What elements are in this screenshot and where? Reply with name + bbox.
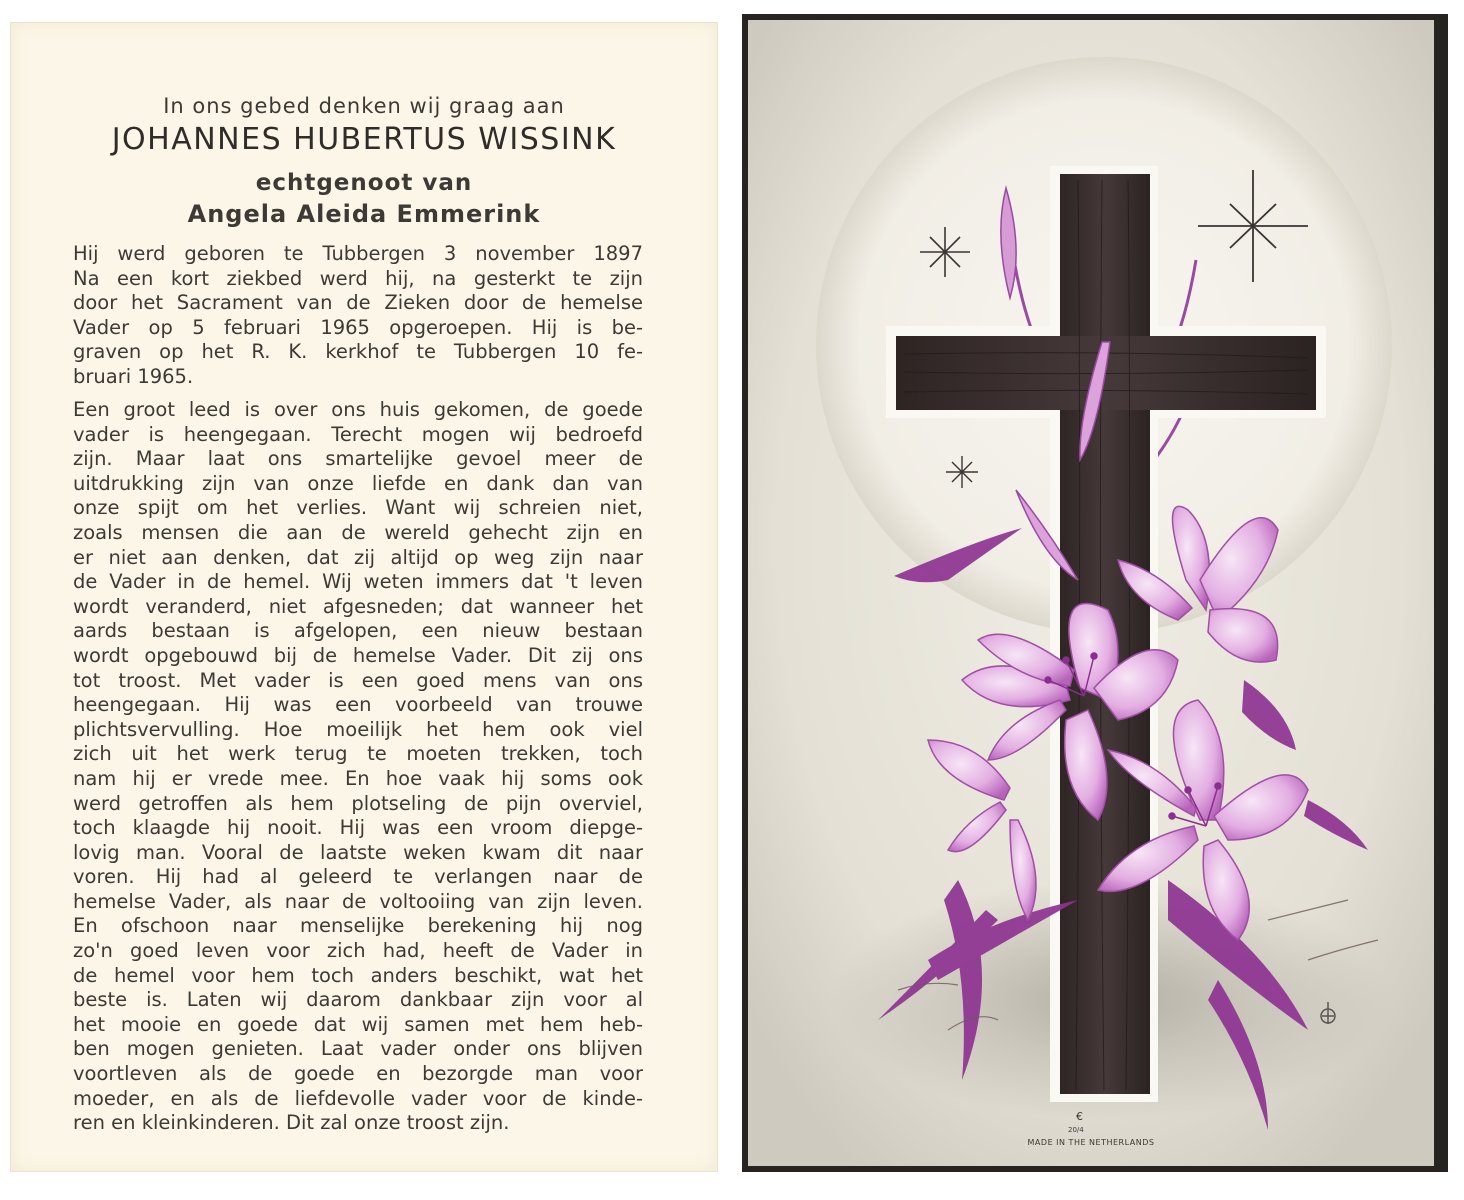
text-line: zoals mensen die aan de wereld gehecht zijn en — [73, 520, 643, 544]
biography-paragraph — [73, 242, 643, 390]
text-line: wordt veranderd, niet afgesneden; dat wanneer het — [73, 594, 643, 618]
text-line: uitdrukking zijn van onze liefde en dank dan van — [73, 471, 643, 495]
text-line: lovig man. Vooral de laatste weken kwam dit naar — [73, 840, 643, 864]
text-line: de hemel voor hem toch anders beschikt, wat het — [73, 963, 643, 987]
text-line: werd getroffen als hem plotseling de pijn overviel, — [73, 791, 643, 815]
text-line: vader is heengegaan. Terecht mogen wij bedroefd — [73, 422, 643, 446]
intro-line: In ons gebed denken wij graag aan — [163, 94, 565, 118]
text-line: zo'n goed leven voor zich had, heeft de Vader in — [73, 939, 643, 963]
spouse-label: echtgenoot van — [255, 170, 473, 196]
text-line: En ofschoon naar menselijke berekening hij nog — [73, 914, 643, 938]
text-line: Hij werd geboren te Tubbergen 3 november 1897 — [73, 242, 643, 265]
memorial-paragraph — [73, 398, 643, 1136]
text-line: wordt opgebouwd bij de hemelse Vader. Dit zij ons — [73, 643, 643, 667]
illustration-panel — [748, 20, 1434, 1166]
spouse-name: Angela Aleida Emmerink — [187, 200, 541, 228]
text-line: voortleven als de goede en bezorgde man voor — [73, 1062, 643, 1086]
made-in-label: MADE IN THE NETHERLANDS — [1027, 1138, 1155, 1147]
text-line: Vader op 5 februari 1965 opgeroepen. Hij is be- — [73, 315, 643, 339]
text-line: graven op het R. K. kerkhof te Tubbergen 10 fe- — [73, 340, 643, 364]
text-line: heengegaan. Hij was een voorbeeld van trouwe — [73, 693, 643, 717]
print-code: 20/4 — [1068, 1126, 1084, 1134]
text-line: ren en kleinkinderen. Dit zal onze troost zijn. — [73, 1111, 510, 1135]
text-line: nam hij er vrede mee. En hoe vaak hij soms ook — [73, 766, 643, 790]
image-card — [742, 14, 1448, 1172]
text-line: moeder, en als de liefdevolle vader voor de kinde- — [73, 1086, 643, 1110]
text-line: onze spijt om het verlies. Want wij schreien niet, — [73, 496, 643, 520]
text-line: hemelse Vader, als naar de voltooiing van zijn leven. — [73, 889, 643, 913]
cross-and-lilies-illustration — [748, 20, 1434, 1166]
text-line: het mooie en goede dat wij samen met hem heb- — [73, 1012, 643, 1036]
publisher-mark: € — [1076, 1110, 1083, 1123]
text-line: plichtsvervulling. Hoe moeilijk het hem ook viel — [73, 717, 643, 741]
text-line: bruari 1965. — [73, 364, 194, 388]
text-line: voren. Hij had al geleerd te verlangen naar de — [73, 865, 643, 889]
text-line: tot troost. Met vader is een goed mens van ons — [73, 668, 643, 692]
text-line: de Vader in de hemel. Wij weten immers dat 't leven — [73, 570, 643, 594]
deceased-name: JOHANNES HUBERTUS WISSINK — [111, 122, 617, 157]
text-line: beste is. Laten wij daarom dankbaar zijn voor al — [73, 988, 643, 1012]
text-line: zijn. Maar laat ons smartelijke gevoel meer de — [73, 447, 643, 471]
text-line: Na een kort ziekbed werd hij, na gesterkt te zijn — [73, 266, 643, 290]
text-line: door het Sacrament van de Zieken door de hemelse — [73, 291, 643, 315]
text-card — [10, 22, 718, 1172]
text-line: er niet aan denken, dat zij altijd op weg zijn naar — [73, 545, 643, 569]
text-line: toch klaagde hij nooit. Hij was een vroom diepge- — [73, 816, 643, 840]
text-line: Een groot leed is over ons huis gekomen, de goede — [73, 398, 643, 421]
text-line: zich uit het werk terug te moeten trekken, toch — [73, 742, 643, 766]
text-line: ben mogen genieten. Laat vader onder ons blijven — [73, 1037, 643, 1061]
text-line: aards bestaan is afgelopen, een nieuw bestaan — [73, 619, 643, 643]
